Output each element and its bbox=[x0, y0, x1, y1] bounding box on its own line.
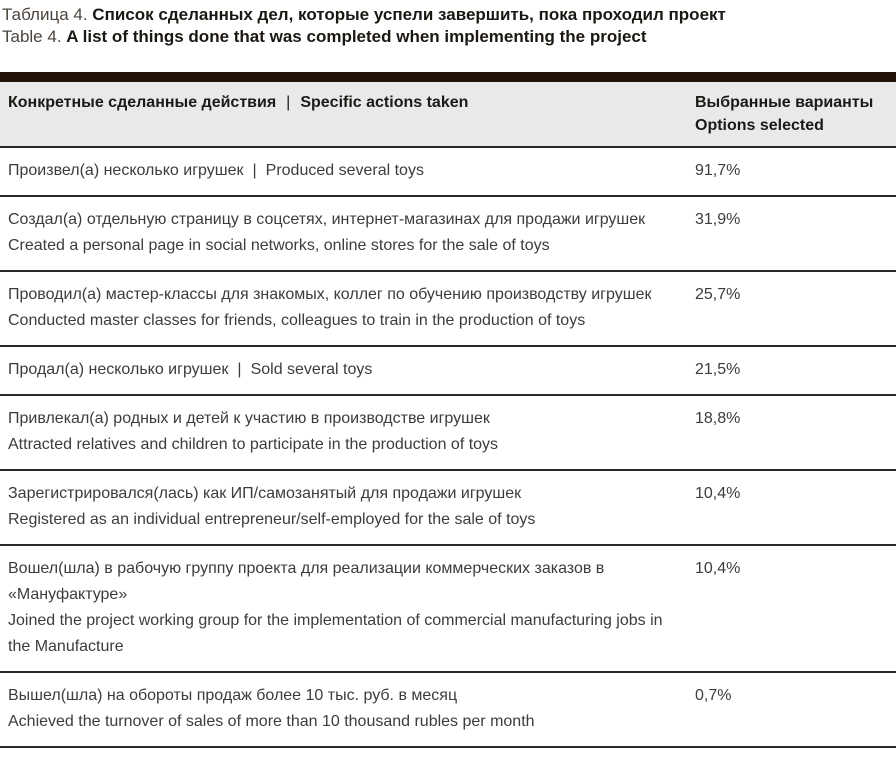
row-percentage: 31,9% bbox=[695, 211, 741, 228]
row-text-ru: Вошел(шла) в рабочую группу проекта для реализации коммерческих заказов в «Мануфактуре» bbox=[8, 560, 605, 603]
row-text-en: Conducted master classes for friends, colleagues to train in the production of toys bbox=[8, 312, 586, 329]
row-text-en: Achieved the turnover of sales of more than 10 thousand rubles per month bbox=[8, 713, 535, 730]
row-percentage: 21,5% bbox=[695, 361, 741, 378]
row-actions-cell bbox=[0, 545, 695, 672]
header-cell-options bbox=[695, 77, 896, 147]
row-value-cell bbox=[695, 395, 896, 470]
table-row bbox=[0, 470, 896, 545]
row-actions-cell bbox=[0, 196, 695, 271]
header-row bbox=[0, 77, 896, 147]
row-value-cell bbox=[695, 346, 896, 395]
table-row bbox=[0, 346, 896, 395]
row-value-cell bbox=[695, 271, 896, 346]
header-cell-actions bbox=[0, 77, 695, 147]
header-pipe: | bbox=[286, 94, 291, 111]
row-actions-cell bbox=[0, 271, 695, 346]
caption-label-en: Table 4. bbox=[2, 27, 62, 46]
row-actions-cell bbox=[0, 395, 695, 470]
row-text-ru: Создал(а) отдельную страницу в соцсетях, интернет-магазинах для продажи игрушек bbox=[8, 211, 646, 228]
row-text-en: Attracted relatives and children to participate in the production of toys bbox=[8, 436, 499, 453]
row-percentage: 10,4% bbox=[695, 560, 741, 577]
row-value-cell bbox=[695, 196, 896, 271]
row-text-en: Sold several toys bbox=[250, 361, 373, 378]
table-caption bbox=[0, 0, 896, 48]
table-row bbox=[0, 196, 896, 271]
header-options-en: Options selected bbox=[695, 117, 824, 134]
row-percentage: 25,7% bbox=[695, 286, 741, 303]
row-actions-cell bbox=[0, 672, 695, 747]
row-text-ru: Продал(а) несколько игрушек bbox=[8, 361, 229, 378]
row-percentage: 18,8% bbox=[695, 410, 741, 427]
row-pipe: | bbox=[237, 361, 242, 378]
row-actions-cell bbox=[0, 470, 695, 545]
row-value-cell bbox=[695, 545, 896, 672]
caption-line-en bbox=[2, 26, 894, 48]
row-text-ru: Вышел(шла) на обороты продаж более 10 тыс. руб. в месяц bbox=[8, 687, 458, 704]
caption-label-ru: Таблица 4. bbox=[2, 5, 88, 24]
table-row bbox=[0, 545, 896, 672]
caption-text-ru: Список сделанных дел, которые успели завершить, пока проходил проект bbox=[92, 5, 726, 24]
table-row bbox=[0, 271, 896, 346]
row-actions-cell bbox=[0, 147, 695, 196]
caption-line-ru bbox=[2, 4, 894, 26]
table-body bbox=[0, 147, 896, 747]
row-value-cell bbox=[695, 672, 896, 747]
header-actions-en: Specific actions taken bbox=[300, 94, 469, 111]
table-row bbox=[0, 672, 896, 747]
row-pipe: | bbox=[252, 162, 257, 179]
row-value-cell bbox=[695, 470, 896, 545]
results-table bbox=[0, 72, 896, 748]
row-text-en: Created a personal page in social networks, online stores for the sale of toys bbox=[8, 237, 550, 254]
row-value-cell bbox=[695, 147, 896, 196]
caption-text-en: A list of things done that was completed when implementing the project bbox=[66, 27, 647, 46]
table-row bbox=[0, 395, 896, 470]
header-actions-ru: Конкретные сделанные действия bbox=[8, 94, 277, 111]
row-text-ru: Произвел(а) несколько игрушек bbox=[8, 162, 244, 179]
row-text-ru: Привлекал(а) родных и детей к участию в производстве игрушек bbox=[8, 410, 490, 427]
table-head bbox=[0, 77, 896, 147]
row-text-ru: Проводил(а) мастер-классы для знакомых, коллег по обучению производству игрушек bbox=[8, 286, 652, 303]
row-text-en: Produced several toys bbox=[265, 162, 424, 179]
row-text-en: Registered as an individual entrepreneur/self-employed for the sale of toys bbox=[8, 511, 536, 528]
table-row bbox=[0, 147, 896, 196]
header-options-ru: Выбранные варианты bbox=[695, 94, 874, 111]
row-percentage: 0,7% bbox=[695, 687, 732, 704]
row-actions-cell bbox=[0, 346, 695, 395]
row-text-ru: Зарегистрировался(лась) как ИП/самозанятый для продажи игрушек bbox=[8, 485, 522, 502]
row-percentage: 91,7% bbox=[695, 162, 741, 179]
row-text-en: Joined the project working group for the implementation of commercial manufacturing jobs in the Manufacture bbox=[8, 612, 663, 655]
row-percentage: 10,4% bbox=[695, 485, 741, 502]
